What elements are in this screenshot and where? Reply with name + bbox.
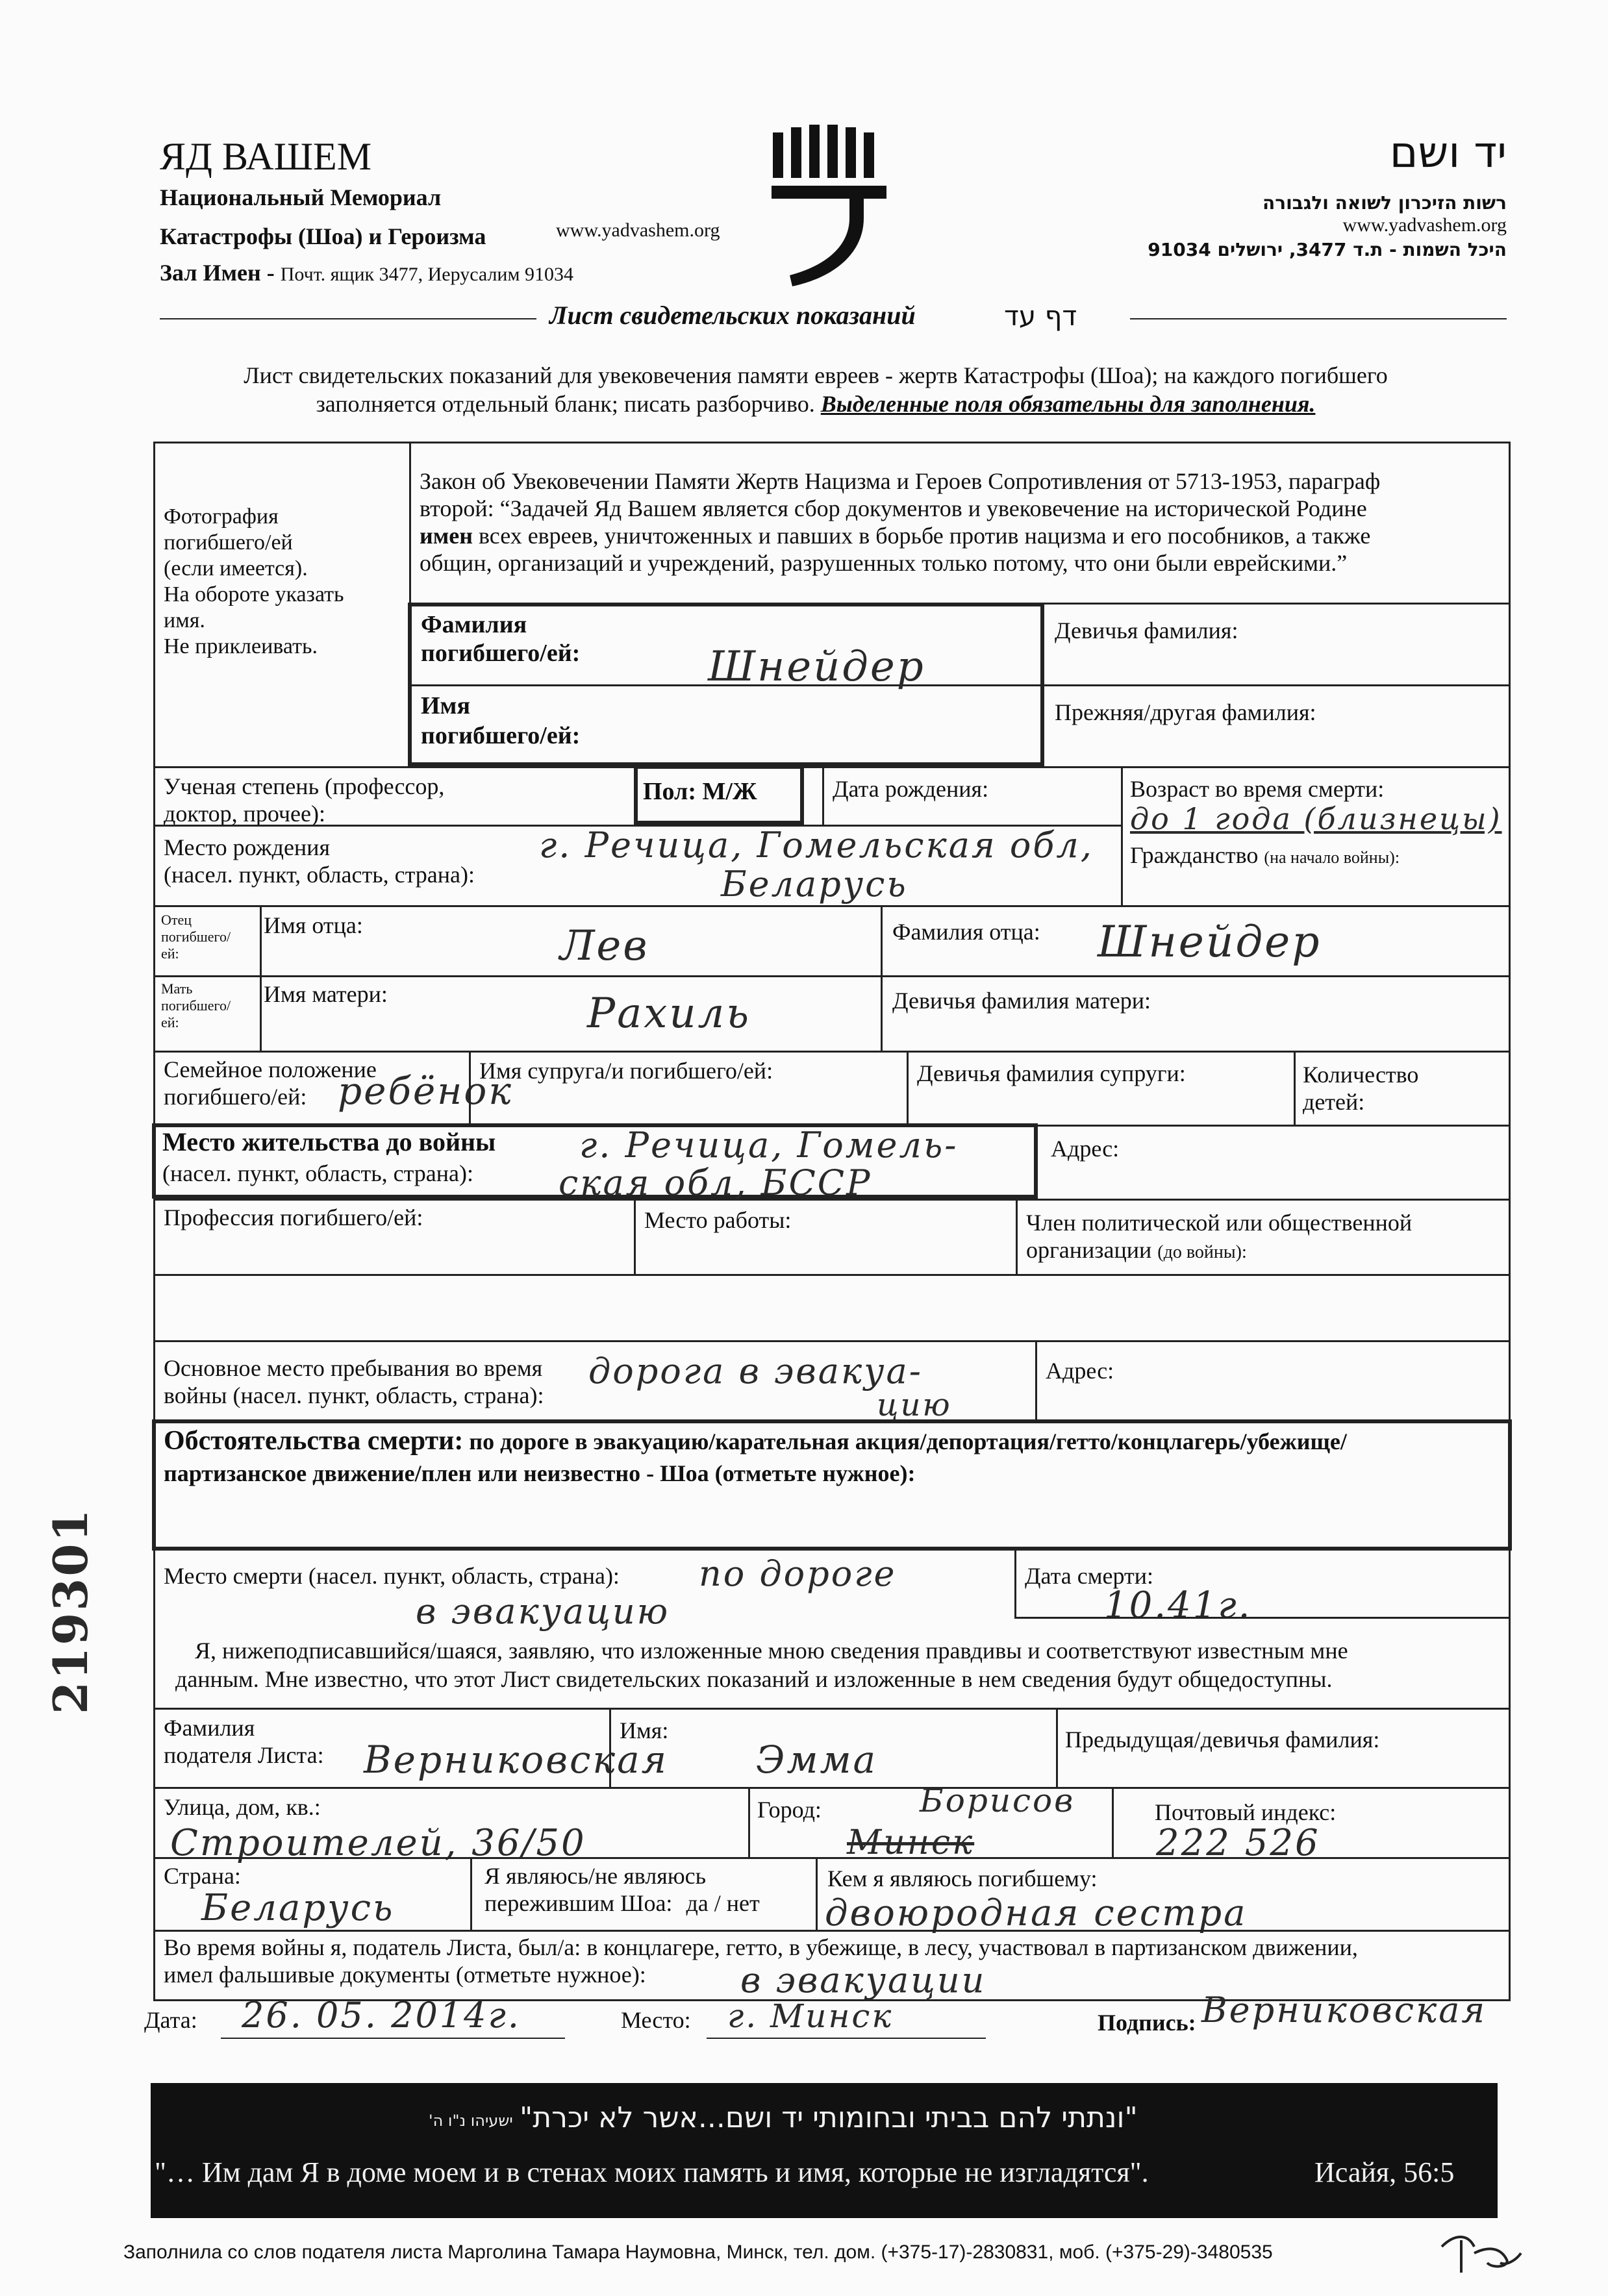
intro-text <box>153 361 1478 418</box>
yad-vashem-logo <box>766 121 896 290</box>
father-surname-value: Шнейдер <box>1098 917 1322 967</box>
birthplace-label: Место рождения (насел. пункт, область, страна): <box>164 834 475 888</box>
org-title-he: יד ושם <box>1389 127 1507 177</box>
banner-russian: "… Им дам Я в доме моем и в стенах моих память и имя, которые не изгладятся". <box>155 2156 1149 2188</box>
intro-line1: Лист свидетельских показаний для увековечения памяти евреев - жертв Катастрофы (Шоа); на каждого погибшего <box>244 362 1388 388</box>
banner-hebrew-ref: ישעיהו נ"ו ה' <box>429 2112 513 2130</box>
place-label: Место: <box>621 2007 691 2033</box>
row-profession-top <box>153 1199 1511 1201</box>
workplace-label: Место работы: <box>644 1207 792 1233</box>
birth-date-label: Дата рождения: <box>833 776 989 802</box>
father-side-divider <box>260 905 262 1051</box>
law-text: Закон об Увековечении Памяти Жертв Нацизма и Героев Сопротивления от 5713-1953, параграф второй: “Задачей Яд Вашем является сбор документов и увековечение на исторической Родине имен всех евреев, уничтоженных и павших в борьбе против нацизма и его пособников, а также общин, организаций и учреждений, разрушенных только потому, что они были еврейскими.” <box>420 468 1381 576</box>
place-value: г. Минск <box>727 1997 894 2035</box>
law-bottom-rule <box>1043 603 1511 605</box>
wartime-address-label: Адрес: <box>1046 1358 1114 1384</box>
sex-label: Пол: М/Ж <box>643 778 757 805</box>
survivor-label: Я являюсь/не являюсь пережившим Шоа: да / нет <box>484 1863 760 1916</box>
residence-label: Место жительства до войны <box>162 1127 496 1156</box>
city-divider <box>748 1787 750 1857</box>
submitter-surname-label: Фамилия подателя Листа: <box>164 1715 324 1768</box>
residence-address-label: Адрес: <box>1051 1136 1120 1162</box>
row-submitter-wartime-top <box>153 1930 1511 1932</box>
age-divider <box>1121 766 1123 905</box>
website-right: www.yadvashem.org <box>1342 214 1507 236</box>
row-father-top <box>153 905 1511 907</box>
website-left: www.yadvashem.org <box>556 219 720 241</box>
relation-divider <box>816 1857 818 1930</box>
age-value: до 1 года (близнецы) <box>1130 801 1502 836</box>
title-rule-right <box>1130 318 1507 319</box>
death-date-value: 10.41г. <box>1104 1584 1252 1627</box>
intro-line2: заполняется отдельный бланк; писать разборчиво. <box>316 391 815 417</box>
father-surname-divider <box>881 905 883 1051</box>
photo-box-text: Фотография погибшего/ей (если имеется). На обороте указать имя. Не приклеивать. <box>164 505 344 658</box>
row-death-bottom <box>1014 1617 1511 1619</box>
row-submitter-top <box>153 1708 1511 1710</box>
place-underline <box>707 2038 986 2039</box>
org-line2-ru: Катастрофы (Шоа) и Героизма <box>160 223 486 249</box>
date-underline <box>221 2038 565 2039</box>
form-title-he: דף עד <box>1004 300 1077 332</box>
postcode-value: 222 526 <box>1156 1822 1320 1864</box>
submitter-name-value: Эмма <box>756 1738 878 1782</box>
father-name-label: Имя отца: <box>264 912 363 938</box>
citizenship-label: Гражданство (на начало войны): <box>1130 842 1400 868</box>
birthplace-value-2: Беларусь <box>721 864 908 905</box>
quote-banner <box>151 2083 1498 2218</box>
banner-russian-ref: Исайя, 56:5 <box>1314 2156 1455 2188</box>
city-value-struck: Минск <box>847 1823 975 1862</box>
submitter-wartime-label: Во время войны я, податель Листа, был/а: в концлагере, гетто, в убежище, в лесу, участвовал в партизанском движении, имел фальшивые документы (отметьте нужное): <box>164 1934 1358 1988</box>
member-label: Член политической или общественной организации (до войны): <box>1026 1210 1413 1263</box>
bottom-note: Заполнила со слов подателя листа Марголина Тамара Наумовна, Минск, тел. дом. (+375-17)-2830831, моб. (+375-29)-3480535 <box>123 2241 1273 2263</box>
maiden-name-label: Девичья фамилия: <box>1055 618 1238 643</box>
children-label: Количество детей: <box>1303 1062 1419 1115</box>
circumstances-line1: Обстоятельства смерти: по дороге в эвакуацию/карательная акция/депортация/гетто/концлагерь/убежище/ <box>164 1426 1347 1456</box>
spouse-name-label: Имя супруга/и погибшего/ей: <box>479 1058 773 1084</box>
city-label: Город: <box>757 1797 822 1823</box>
street-value: Строителей, 36/50 <box>170 1822 586 1864</box>
surname-label: Фамилия погибшего/ей: <box>421 611 581 667</box>
residence-value-2: ская обл, БССР <box>559 1162 872 1203</box>
mother-maiden-label: Девичья фамилия матери: <box>892 988 1151 1014</box>
first-name-label: Имя погибшего/ей: <box>421 692 581 749</box>
row-mother-top <box>153 975 1511 977</box>
row-degree-top <box>153 766 1511 768</box>
declaration-text: Я, нижеподписавшийся/шаяся, заявляю, что изложенные мною сведения правдивы и соответствуют известным мне данным. Мне известно, что этот Лист свидетельских показаний и изложенные в нем сведения будут общедоступны. <box>175 1638 1348 1692</box>
former-name-label: Прежняя/другая фамилия: <box>1055 699 1316 725</box>
birthdate-divider <box>822 766 824 825</box>
member-divider <box>1016 1199 1018 1274</box>
death-date-divider <box>1014 1551 1016 1617</box>
org-title-ru: ЯД ВАШЕМ <box>160 135 372 178</box>
degree-label: Ученая степень (профессор, доктор, прочее): <box>164 773 445 827</box>
date-value: 26. 05. 2014г. <box>242 1995 521 2036</box>
country-value: Беларусь <box>201 1887 395 1929</box>
residence-sub-label: (насел. пункт, область, страна): <box>162 1160 474 1186</box>
country-label: Страна: <box>164 1863 241 1889</box>
death-date-label: Дата смерти: <box>1025 1563 1154 1589</box>
submitter-name-divider <box>609 1708 611 1787</box>
submitter-name-label: Имя: <box>620 1717 669 1743</box>
form-title-ru: Лист свидетельских показаний <box>549 301 916 330</box>
marital-value: ребёнок <box>338 1069 513 1113</box>
spouse-maiden-label: Девичья фамилия супруги: <box>917 1060 1186 1086</box>
row-wartime-top <box>153 1340 1511 1342</box>
spouse-divider <box>469 1051 471 1125</box>
wartime-value-1: дорога в эвакуа- <box>588 1351 923 1391</box>
wartime-address-divider <box>1035 1340 1037 1421</box>
children-divider <box>1294 1051 1296 1125</box>
death-place-value-2: в эвакуацию <box>416 1591 670 1632</box>
banner-hebrew: "ונתתי להם בביתי ובחומותי יד ושם...אשר לא יכרת" <box>520 2101 1138 2134</box>
death-place-label: Место смерти (насел. пункт, область, страна): <box>164 1563 620 1589</box>
wartime-value-2: цию <box>877 1387 952 1423</box>
marital-label: Семейное положение погибшего/ей: <box>164 1056 377 1110</box>
street-label: Улица, дом, кв.: <box>164 1794 321 1820</box>
header-left <box>160 135 573 289</box>
father-side-label: Отец погибшего/ ей: <box>161 912 231 962</box>
signature-label: Подпись: <box>1098 2010 1196 2036</box>
submitter-wartime-value: в эвакуации <box>740 1960 986 2001</box>
org-address-ru: Почт. ящик 3477, Иерусалим 91034 <box>280 264 573 285</box>
relation-value: двоюродная сестра <box>825 1892 1248 1934</box>
org-line1-ru: Национальный Мемориал <box>160 184 442 210</box>
submitter-surname-value: Верниковская <box>364 1738 669 1782</box>
margin-number: 219301 <box>43 1507 98 1714</box>
mother-name-label: Имя матери: <box>264 981 388 1007</box>
signature-value: Верниковская <box>1201 1990 1487 2030</box>
city-value: Борисов <box>920 1782 1075 1819</box>
circumstances-line2: партизанское движение/плен или неизвестно - Шоа (отметьте нужное): <box>164 1460 916 1486</box>
survivor-divider <box>470 1857 472 1930</box>
surname-value: Шнейдер <box>708 643 925 691</box>
date-label: Дата: <box>144 2007 197 2033</box>
father-surname-label: Фамилия отца: <box>892 919 1040 945</box>
mother-side-label: Мать погибшего/ ей: <box>161 980 231 1030</box>
profession-label: Профессия погибшего/ей: <box>164 1204 423 1230</box>
postcode-label: Почтовый индекс: <box>1155 1799 1337 1825</box>
row-marital-top <box>153 1051 1511 1053</box>
spouse-maiden-divider <box>907 1051 909 1125</box>
wartime-label: Основное место пребывания во время войны (насел. пункт, область, страна): <box>164 1355 544 1408</box>
death-place-value-1: по дороге <box>699 1553 897 1594</box>
age-label: Возраст во время смерти: <box>1130 776 1385 802</box>
row-street-top <box>153 1787 1511 1789</box>
birthplace-value-1: г. Речица, Гомельская обл, <box>539 825 1094 866</box>
org-line3-ru: Зал Имен - <box>160 260 275 286</box>
submitter-prev-divider <box>1056 1708 1058 1787</box>
org-line1-he: רשות הזיכרון לשואה ולגבורה <box>1263 192 1507 214</box>
mother-name-value: Рахиль <box>587 990 751 1038</box>
postcode-divider <box>1112 1787 1114 1857</box>
right-name-divider <box>1043 684 1511 686</box>
relation-label: Кем я являюсь погибшему: <box>827 1866 1098 1891</box>
row-country-top <box>153 1857 1511 1859</box>
intro-emphasis: Выделенные поля обязательны для заполнения. <box>820 391 1316 417</box>
workplace-divider <box>634 1199 636 1274</box>
small-signature-mark <box>1435 2227 1526 2279</box>
row-empty-top <box>153 1274 1511 1276</box>
submitter-prev-name-label: Предыдущая/девичья фамилия: <box>1065 1727 1380 1753</box>
father-name-value: Лев <box>560 922 649 970</box>
org-address-he: היכל השמות - ת.ד 3477, ירושלים 91034 <box>1148 239 1507 260</box>
residence-value-1: г. Речица, Гомель- <box>579 1125 959 1166</box>
title-rule-left <box>160 318 536 319</box>
survivor-options: да / нет <box>686 1890 760 1916</box>
